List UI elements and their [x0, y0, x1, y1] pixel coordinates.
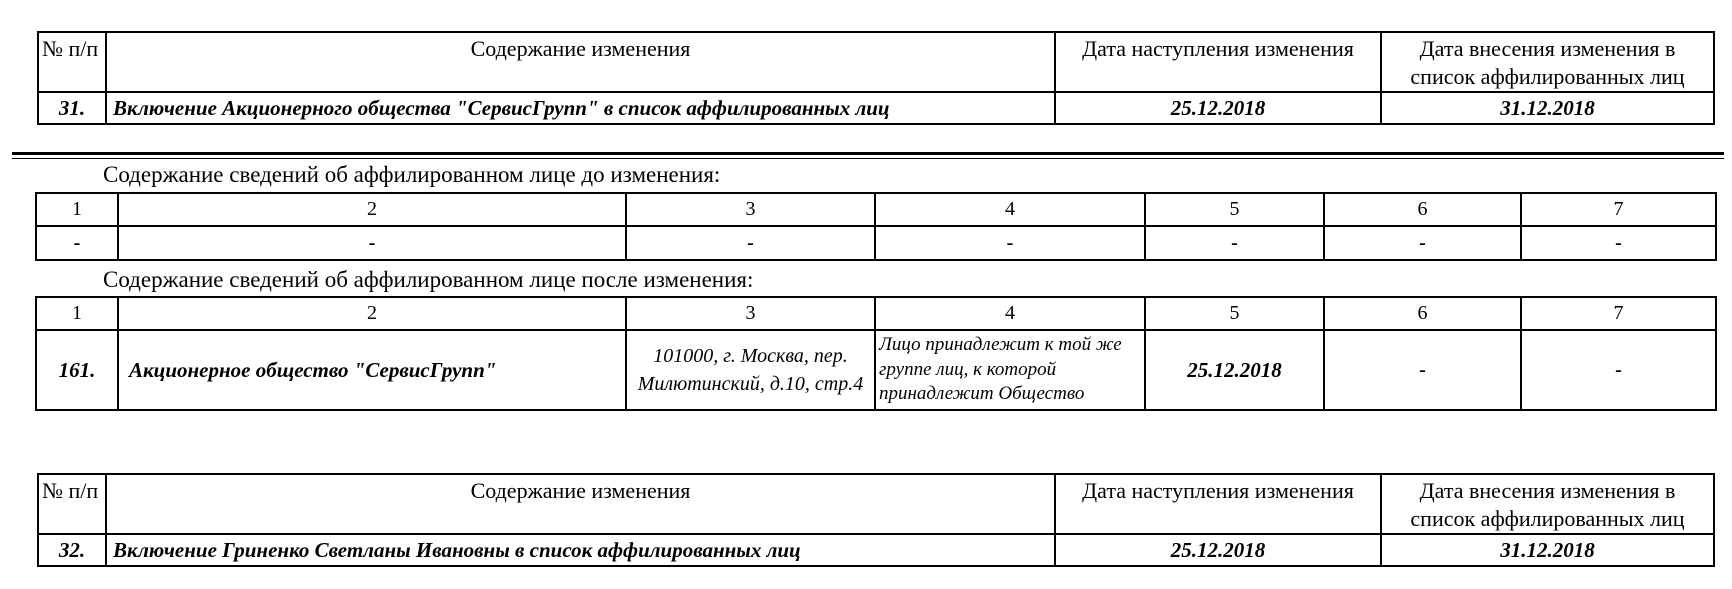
date-of-change-cell: 25.12.2018 [1055, 92, 1381, 124]
table-row [36, 226, 1716, 260]
date-of-change-cell: 25.12.2018 [1055, 534, 1381, 566]
affiliation-basis-cell: Лицо принадлежит к той же группе лиц, к которой принадлежит Общество [875, 330, 1145, 410]
empty-cell: - [626, 226, 875, 260]
affiliation-date-cell: 25.12.2018 [1145, 330, 1324, 410]
affiliate-address-cell: 101000, г. Москва, пер. Милютинский, д.10, стр.4 [626, 330, 875, 410]
empty-cell: - [1145, 226, 1324, 260]
affiliate-name-cell: Акционерное общество "СервисГрупп" [118, 330, 626, 410]
column-number-header: 2 [118, 193, 626, 226]
row-number-cell: 31. [38, 92, 106, 124]
table-row [38, 534, 1714, 566]
table-row [38, 92, 1714, 124]
column-number-header: 1 [36, 297, 118, 330]
header-row [38, 32, 1714, 92]
column-number-header: 4 [875, 193, 1145, 226]
date-entered-header: Дата внесения изменения в список аффилированных лиц [1381, 32, 1714, 92]
date-of-change-header: Дата наступления изменения [1055, 32, 1381, 92]
table-row [36, 330, 1716, 410]
empty-cell: - [36, 226, 118, 260]
column-number-header: 6 [1324, 297, 1521, 330]
column-number-header: 5 [1145, 297, 1324, 330]
column-number-header: 6 [1324, 193, 1521, 226]
date-entered-cell: 31.12.2018 [1381, 92, 1714, 124]
column-number-header: 5 [1145, 193, 1324, 226]
header-row [38, 474, 1714, 534]
change-content-header: Содержание изменения [106, 32, 1055, 92]
empty-cell: - [118, 226, 626, 260]
empty-cell: - [1324, 330, 1521, 410]
section-divider-line [12, 152, 1724, 159]
column-number-header: 3 [626, 193, 875, 226]
empty-cell: - [875, 226, 1145, 260]
row-number-cell: 32. [38, 534, 106, 566]
empty-cell: - [1521, 226, 1716, 260]
change-table-2 [37, 473, 1715, 567]
column-number-header: 3 [626, 297, 875, 330]
change-content-cell: Включение Акционерного общества "СервисГрупп" в список аффилированных лиц [106, 92, 1055, 124]
column-number-header: 1 [36, 193, 118, 226]
after-change-table [35, 296, 1717, 411]
after-change-label: Содержание сведений об аффилированном лице после изменения: [103, 267, 754, 292]
column-number-header: 2 [118, 297, 626, 330]
change-content-cell: Включение Гриненко Светланы Ивановны в список аффилированных лиц [106, 534, 1055, 566]
header-row [36, 193, 1716, 226]
affiliate-number-cell: 161. [36, 330, 118, 410]
number-column-header: № п/п [38, 32, 106, 92]
change-content-header: Содержание изменения [106, 474, 1055, 534]
empty-cell: - [1521, 330, 1716, 410]
date-of-change-header: Дата наступления изменения [1055, 474, 1381, 534]
before-change-table [35, 192, 1717, 261]
column-number-header: 7 [1521, 297, 1716, 330]
date-entered-cell: 31.12.2018 [1381, 534, 1714, 566]
header-row [36, 297, 1716, 330]
before-change-label: Содержание сведений об аффилированном лице до изменения: [103, 162, 721, 187]
change-table-1 [37, 31, 1715, 125]
empty-cell: - [1324, 226, 1521, 260]
date-entered-header: Дата внесения изменения в список аффилированных лиц [1381, 474, 1714, 534]
column-number-header: 7 [1521, 193, 1716, 226]
column-number-header: 4 [875, 297, 1145, 330]
number-column-header: № п/п [38, 474, 106, 534]
